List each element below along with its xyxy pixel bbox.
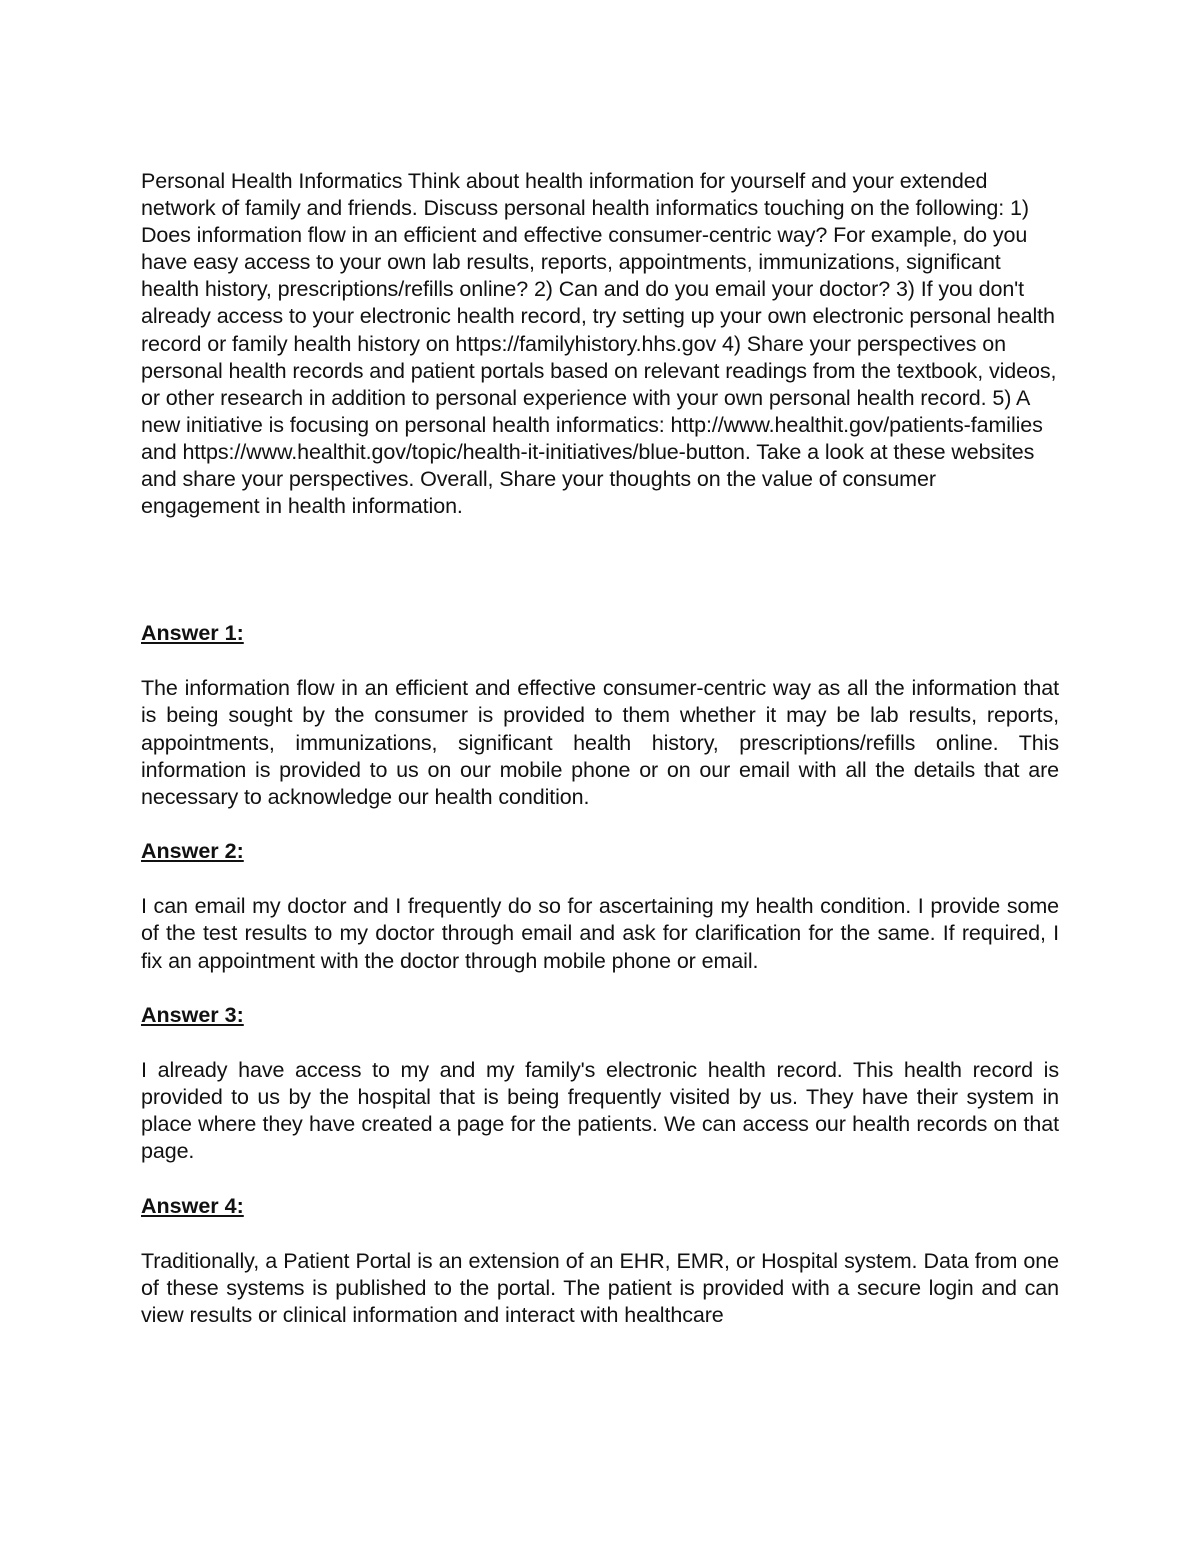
answer-3-text: I already have access to my and my family's electronic health record. This health record is provided to us by the hospital that is being frequently visited by us. They have their system in place where they have created a page for the patients. We can access our health records on that page.	[141, 1057, 1059, 1164]
answer-2-heading: Answer 2:	[141, 839, 244, 864]
document-page	[141, 168, 1059, 1329]
answer-4-heading: Answer 4:	[141, 1193, 244, 1218]
answer-3-heading: Answer 3:	[141, 1002, 244, 1027]
answer-4-text: Traditionally, a Patient Portal is an extension of an EHR, EMR, or Hospital system. Data from one of these systems is published to the portal. The patient is provided with a secure login and can view results or clinical information and interact with healthcare	[141, 1248, 1059, 1328]
answer-1-heading: Answer 1:	[141, 621, 244, 646]
question-prompt: Personal Health Informatics Think about health information for yourself and your extended network of family and friends. Discuss personal health informatics touching on the following: 1) Does information flow in an efficient and effective consumer-centric way? For example, do you have easy access to your own lab results, reports, appointments, immunizations, significant health history, prescriptions/refills online? 2) Can and do you email your doctor? 3) If you don't already access to your electronic health record, try setting up your own electronic personal health record or family health history on https://familyhistory.hhs.gov 4) Share your perspectives on personal health records and patient portals based on relevant readings from the textbook, videos, or other research in addition to personal experience with your own personal health record. 5) A new initiative is focusing on personal health informatics: http://www.healthit.gov/patients-families and https://www.healthit.gov/topic/health-it-initiatives/blue-button. Take a look at these websites and share your perspectives. Overall, Share your thoughts on the value of consumer engagement in health information.	[141, 169, 1057, 519]
answer-2-text: I can email my doctor and I frequently do so for ascertaining my health condition. I provide some of the test results to my doctor through email and ask for clarification for the same. If required, I fix an appointment with the doctor through mobile phone or email.	[141, 894, 1059, 973]
answer-1-text: The information flow in an efficient and effective consumer-centric way as all the information that is being sought by the consumer is provided to them whether it may be lab results, reports, appointments, immunizations, significant health history, prescriptions/refills online. This information is provided to us on our mobile phone or on our email with all the details that are necessary to acknowledge our health condition.	[141, 676, 1059, 810]
